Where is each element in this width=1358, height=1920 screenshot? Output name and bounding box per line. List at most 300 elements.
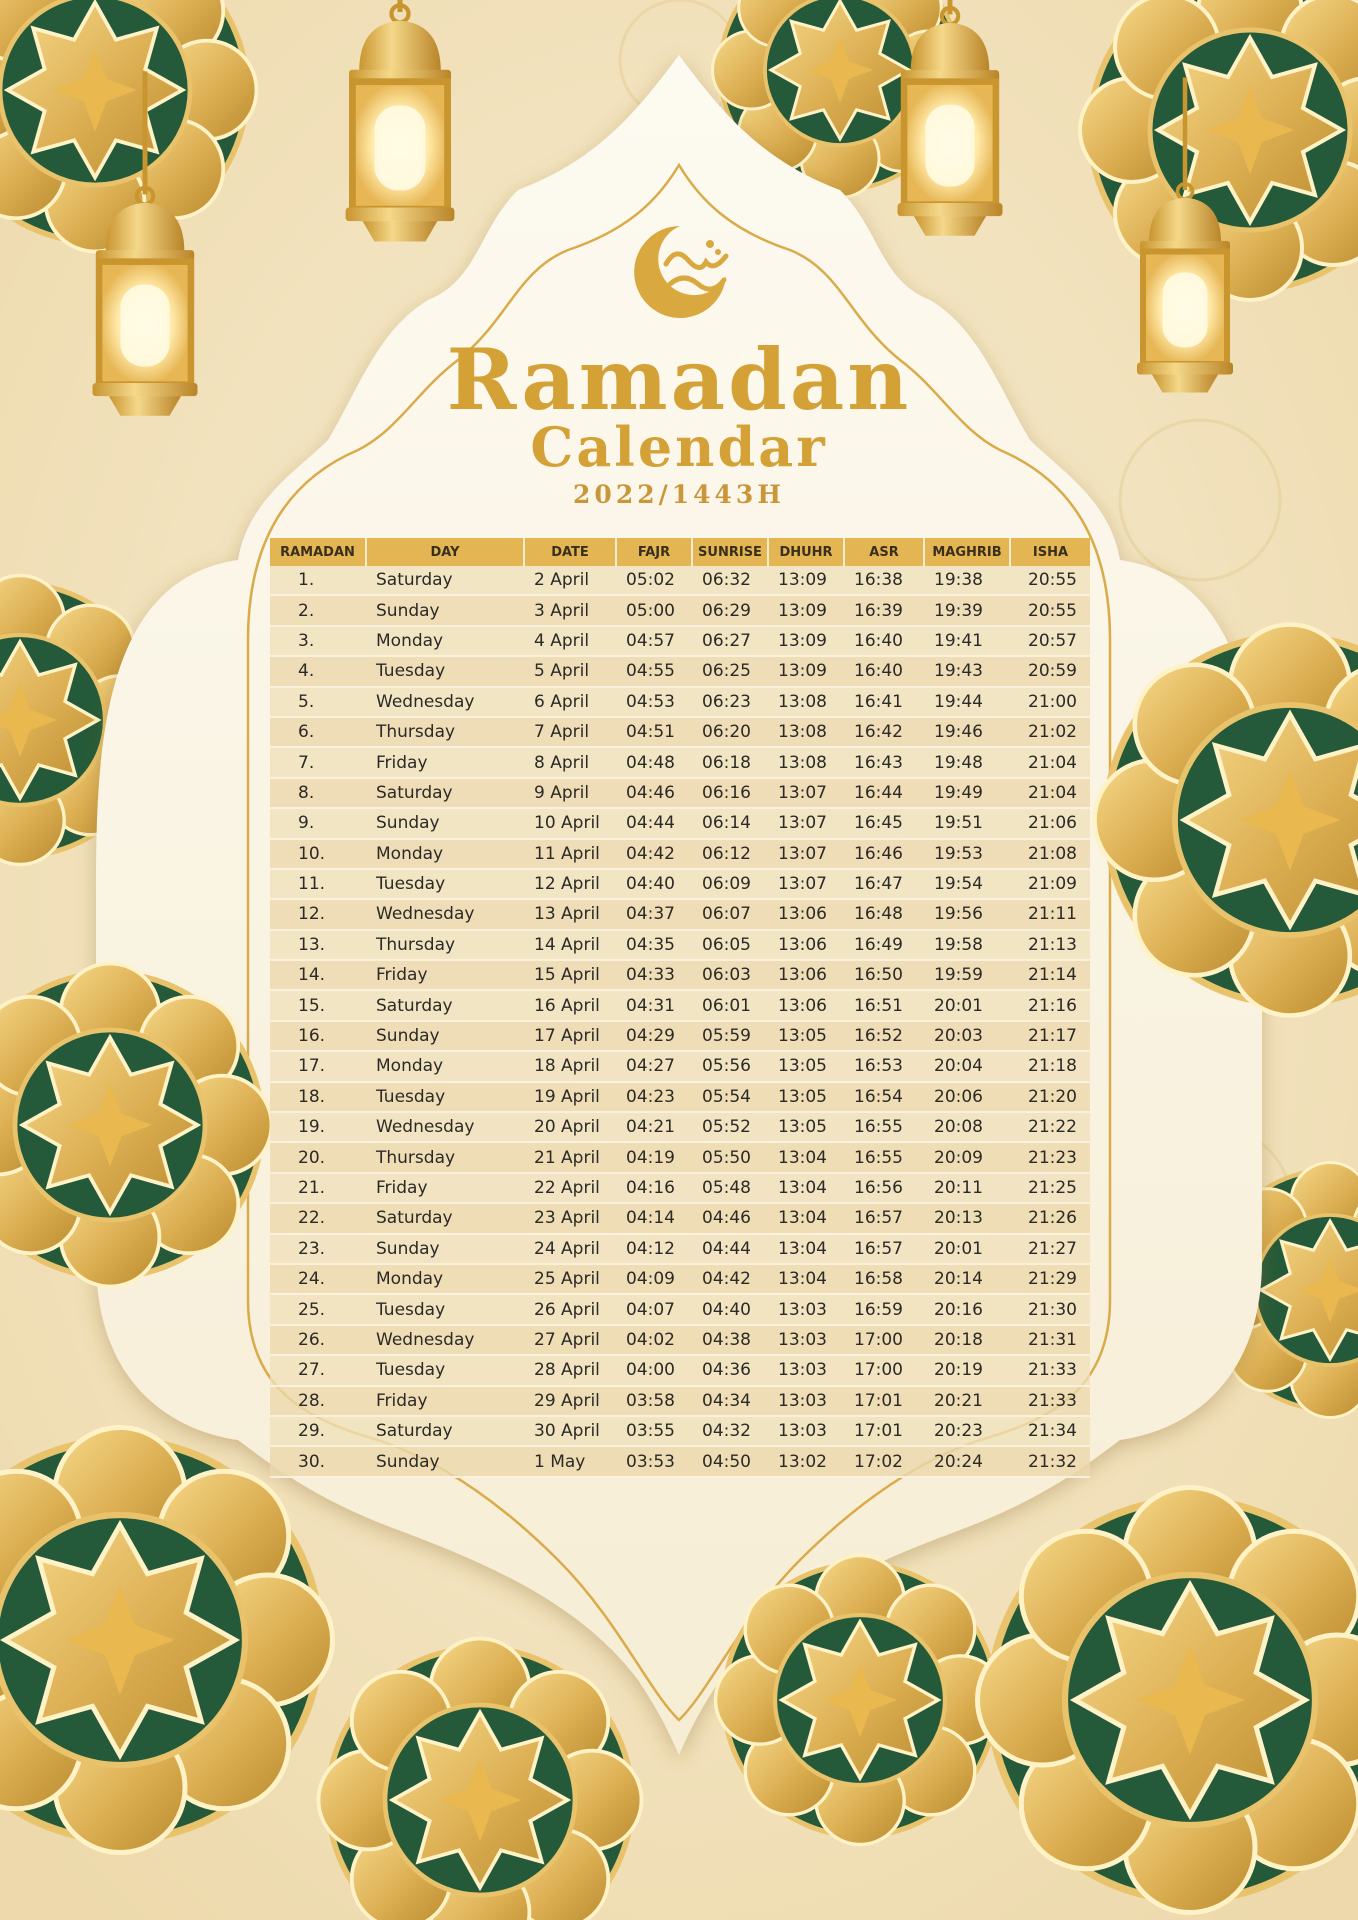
- table-row: [270, 1294, 1090, 1324]
- cell-asr: 16:56: [844, 1173, 924, 1203]
- table-row: [270, 1082, 1090, 1112]
- cell-day: Thursday: [366, 717, 524, 747]
- cell-day: Tuesday: [366, 656, 524, 686]
- cell-ramadan: 15.: [270, 990, 366, 1020]
- cell-sunrise: 04:40: [692, 1294, 768, 1324]
- cell-maghrib: 20:16: [924, 1294, 1010, 1324]
- cell-fajr: 04:21: [616, 1112, 692, 1142]
- table-row: [270, 899, 1090, 929]
- cell-sunrise: 05:54: [692, 1082, 768, 1112]
- cell-fajr: 04:48: [616, 747, 692, 777]
- calendar-year: 2022/1443H: [573, 480, 785, 509]
- table-row: [270, 1325, 1090, 1355]
- cell-maghrib: 20:14: [924, 1264, 1010, 1294]
- cell-ramadan: 4.: [270, 656, 366, 686]
- cell-date: 17 April: [524, 1021, 616, 1051]
- table-row: [270, 717, 1090, 747]
- cell-date: 5 April: [524, 656, 616, 686]
- table-row: [270, 930, 1090, 960]
- cell-maghrib: 19:48: [924, 747, 1010, 777]
- cell-maghrib: 20:18: [924, 1325, 1010, 1355]
- cell-isha: 21:04: [1010, 778, 1090, 808]
- cell-asr: 16:48: [844, 899, 924, 929]
- cell-day: Saturday: [366, 566, 524, 595]
- cell-asr: 16:47: [844, 869, 924, 899]
- cell-dhuhr: 13:05: [768, 1112, 844, 1142]
- cell-fajr: 04:33: [616, 960, 692, 990]
- cell-maghrib: 20:19: [924, 1355, 1010, 1385]
- table-row: [270, 990, 1090, 1020]
- table-row: [270, 566, 1090, 595]
- cell-date: 19 April: [524, 1082, 616, 1112]
- cell-maghrib: 20:08: [924, 1112, 1010, 1142]
- cell-ramadan: 18.: [270, 1082, 366, 1112]
- column-header-date: DATE: [524, 538, 616, 566]
- cell-dhuhr: 13:07: [768, 839, 844, 869]
- page-title: Ramadan: [446, 330, 912, 429]
- cell-ramadan: 29.: [270, 1416, 366, 1446]
- cell-day: Tuesday: [366, 869, 524, 899]
- column-header-day: DAY: [366, 538, 524, 566]
- cell-isha: 21:22: [1010, 1112, 1090, 1142]
- cell-maghrib: 19:56: [924, 899, 1010, 929]
- cell-date: 9 April: [524, 778, 616, 808]
- cell-day: Wednesday: [366, 1325, 524, 1355]
- cell-day: Sunday: [366, 1021, 524, 1051]
- cell-isha: 21:00: [1010, 687, 1090, 717]
- cell-sunrise: 06:14: [692, 808, 768, 838]
- table-row: [270, 1051, 1090, 1081]
- cell-isha: 21:08: [1010, 839, 1090, 869]
- cell-dhuhr: 13:04: [768, 1203, 844, 1233]
- cell-day: Friday: [366, 1386, 524, 1416]
- cell-maghrib: 19:54: [924, 869, 1010, 899]
- table-row: [270, 778, 1090, 808]
- cell-fajr: 04:16: [616, 1173, 692, 1203]
- cell-asr: 16:38: [844, 566, 924, 595]
- cell-asr: 16:52: [844, 1021, 924, 1051]
- cell-date: 30 April: [524, 1416, 616, 1446]
- cell-asr: 16:59: [844, 1294, 924, 1324]
- cell-day: Saturday: [366, 778, 524, 808]
- cell-date: 28 April: [524, 1355, 616, 1385]
- cell-day: Tuesday: [366, 1294, 524, 1324]
- cell-asr: 16:40: [844, 626, 924, 656]
- cell-asr: 17:00: [844, 1325, 924, 1355]
- cell-date: 2 April: [524, 566, 616, 595]
- cell-ramadan: 30.: [270, 1446, 366, 1476]
- cell-asr: 16:50: [844, 960, 924, 990]
- cell-fajr: 04:19: [616, 1142, 692, 1172]
- table-row: [270, 1142, 1090, 1172]
- column-header-isha: ISHA: [1010, 538, 1090, 566]
- table-row: [270, 1446, 1090, 1476]
- cell-isha: 21:29: [1010, 1264, 1090, 1294]
- table-row: [270, 1112, 1090, 1142]
- cell-day: Monday: [366, 626, 524, 656]
- column-header-ramadan: RAMADAN: [270, 538, 366, 566]
- cell-ramadan: 23.: [270, 1234, 366, 1264]
- cell-maghrib: 19:43: [924, 656, 1010, 686]
- cell-day: Sunday: [366, 1446, 524, 1476]
- cell-day: Wednesday: [366, 899, 524, 929]
- cell-date: 6 April: [524, 687, 616, 717]
- cell-day: Wednesday: [366, 1112, 524, 1142]
- cell-isha: 21:33: [1010, 1386, 1090, 1416]
- cell-fajr: 04:46: [616, 778, 692, 808]
- cell-ramadan: 7.: [270, 747, 366, 777]
- cell-sunrise: 04:38: [692, 1325, 768, 1355]
- cell-isha: 21:33: [1010, 1355, 1090, 1385]
- cell-fajr: 04:51: [616, 717, 692, 747]
- cell-day: Sunday: [366, 1234, 524, 1264]
- cell-ramadan: 8.: [270, 778, 366, 808]
- cell-ramadan: 9.: [270, 808, 366, 838]
- cell-dhuhr: 13:08: [768, 717, 844, 747]
- cell-isha: 21:04: [1010, 747, 1090, 777]
- column-header-asr: ASR: [844, 538, 924, 566]
- cell-asr: 16:51: [844, 990, 924, 1020]
- cell-isha: 21:25: [1010, 1173, 1090, 1203]
- cell-isha: 21:13: [1010, 930, 1090, 960]
- cell-date: 21 April: [524, 1142, 616, 1172]
- cell-sunrise: 04:44: [692, 1234, 768, 1264]
- cell-sunrise: 04:34: [692, 1386, 768, 1416]
- cell-fajr: 05:02: [616, 566, 692, 595]
- cell-date: 15 April: [524, 960, 616, 990]
- cell-dhuhr: 13:09: [768, 595, 844, 625]
- cell-maghrib: 20:04: [924, 1051, 1010, 1081]
- cell-day: Tuesday: [366, 1355, 524, 1385]
- cell-sunrise: 06:27: [692, 626, 768, 656]
- column-header-maghrib: MAGHRIB: [924, 538, 1010, 566]
- cell-ramadan: 1.: [270, 566, 366, 595]
- cell-dhuhr: 13:04: [768, 1173, 844, 1203]
- cell-isha: 21:16: [1010, 990, 1090, 1020]
- cell-dhuhr: 13:07: [768, 778, 844, 808]
- cell-dhuhr: 13:06: [768, 960, 844, 990]
- cell-asr: 16:40: [844, 656, 924, 686]
- cell-fajr: 03:58: [616, 1386, 692, 1416]
- cell-fajr: 04:31: [616, 990, 692, 1020]
- cell-ramadan: 11.: [270, 869, 366, 899]
- prayer-times-table: [270, 538, 1090, 1478]
- cell-day: Monday: [366, 839, 524, 869]
- cell-fajr: 04:00: [616, 1355, 692, 1385]
- cell-isha: 21:17: [1010, 1021, 1090, 1051]
- cell-asr: 16:58: [844, 1264, 924, 1294]
- cell-date: 29 April: [524, 1386, 616, 1416]
- cell-date: 8 April: [524, 747, 616, 777]
- cell-isha: 21:18: [1010, 1051, 1090, 1081]
- cell-asr: 17:01: [844, 1416, 924, 1446]
- cell-date: 11 April: [524, 839, 616, 869]
- table-row: [270, 1416, 1090, 1446]
- cell-fajr: 04:40: [616, 869, 692, 899]
- table-row: [270, 687, 1090, 717]
- cell-sunrise: 04:36: [692, 1355, 768, 1385]
- cell-maghrib: 20:11: [924, 1173, 1010, 1203]
- cell-ramadan: 17.: [270, 1051, 366, 1081]
- table-row: [270, 1021, 1090, 1051]
- page-subtitle: Calendar: [530, 415, 828, 479]
- cell-fajr: 04:09: [616, 1264, 692, 1294]
- cell-isha: 21:11: [1010, 899, 1090, 929]
- cell-date: 7 April: [524, 717, 616, 747]
- cell-fajr: 05:00: [616, 595, 692, 625]
- table-row: [270, 1173, 1090, 1203]
- cell-maghrib: 20:06: [924, 1082, 1010, 1112]
- cell-isha: 21:30: [1010, 1294, 1090, 1324]
- cell-day: Saturday: [366, 1203, 524, 1233]
- cell-sunrise: 06:29: [692, 595, 768, 625]
- cell-sunrise: 06:32: [692, 566, 768, 595]
- cell-dhuhr: 13:03: [768, 1355, 844, 1385]
- cell-asr: 17:02: [844, 1446, 924, 1476]
- cell-asr: 16:39: [844, 595, 924, 625]
- cell-fajr: 04:57: [616, 626, 692, 656]
- cell-fajr: 04:02: [616, 1325, 692, 1355]
- cell-ramadan: 19.: [270, 1112, 366, 1142]
- cell-date: 25 April: [524, 1264, 616, 1294]
- cell-date: 16 April: [524, 990, 616, 1020]
- table-row: [270, 595, 1090, 625]
- cell-fajr: 04:42: [616, 839, 692, 869]
- cell-date: 3 April: [524, 595, 616, 625]
- cell-dhuhr: 13:02: [768, 1446, 844, 1476]
- cell-sunrise: 06:18: [692, 747, 768, 777]
- cell-asr: 16:55: [844, 1142, 924, 1172]
- cell-day: Sunday: [366, 595, 524, 625]
- cell-sunrise: 04:32: [692, 1416, 768, 1446]
- cell-dhuhr: 13:06: [768, 990, 844, 1020]
- cell-day: Monday: [366, 1264, 524, 1294]
- cell-ramadan: 6.: [270, 717, 366, 747]
- cell-isha: 21:20: [1010, 1082, 1090, 1112]
- cell-fajr: 04:44: [616, 808, 692, 838]
- column-header-sunrise: SUNRISE: [692, 538, 768, 566]
- cell-date: 26 April: [524, 1294, 616, 1324]
- cell-day: Monday: [366, 1051, 524, 1081]
- table-header-row: [270, 538, 1090, 566]
- cell-sunrise: 06:20: [692, 717, 768, 747]
- cell-dhuhr: 13:05: [768, 1021, 844, 1051]
- cell-isha: 20:55: [1010, 595, 1090, 625]
- cell-asr: 16:55: [844, 1112, 924, 1142]
- cell-isha: 21:32: [1010, 1446, 1090, 1476]
- cell-ramadan: 28.: [270, 1386, 366, 1416]
- cell-day: Friday: [366, 960, 524, 990]
- cell-maghrib: 19:49: [924, 778, 1010, 808]
- cell-dhuhr: 13:03: [768, 1294, 844, 1324]
- cell-maghrib: 19:46: [924, 717, 1010, 747]
- cell-sunrise: 06:05: [692, 930, 768, 960]
- table-row: [270, 747, 1090, 777]
- cell-asr: 16:43: [844, 747, 924, 777]
- table-row: [270, 1386, 1090, 1416]
- cell-isha: 21:09: [1010, 869, 1090, 899]
- cell-ramadan: 10.: [270, 839, 366, 869]
- cell-asr: 16:42: [844, 717, 924, 747]
- cell-maghrib: 19:38: [924, 566, 1010, 595]
- cell-ramadan: 13.: [270, 930, 366, 960]
- cell-sunrise: 04:42: [692, 1264, 768, 1294]
- cell-fajr: 04:35: [616, 930, 692, 960]
- cell-day: Friday: [366, 1173, 524, 1203]
- cell-date: 18 April: [524, 1051, 616, 1081]
- cell-day: Saturday: [366, 990, 524, 1020]
- cell-dhuhr: 13:09: [768, 656, 844, 686]
- cell-maghrib: 19:53: [924, 839, 1010, 869]
- cell-sunrise: 06:16: [692, 778, 768, 808]
- cell-dhuhr: 13:04: [768, 1142, 844, 1172]
- cell-ramadan: 2.: [270, 595, 366, 625]
- cell-ramadan: 27.: [270, 1355, 366, 1385]
- cell-asr: 16:49: [844, 930, 924, 960]
- table-row: [270, 1234, 1090, 1264]
- cell-maghrib: 20:01: [924, 1234, 1010, 1264]
- cell-fajr: 04:07: [616, 1294, 692, 1324]
- cell-date: 14 April: [524, 930, 616, 960]
- cell-day: Wednesday: [366, 687, 524, 717]
- cell-isha: 21:02: [1010, 717, 1090, 747]
- table-row: [270, 839, 1090, 869]
- cell-maghrib: 19:59: [924, 960, 1010, 990]
- table-row: [270, 1203, 1090, 1233]
- cell-maghrib: 19:39: [924, 595, 1010, 625]
- cell-isha: 20:57: [1010, 626, 1090, 656]
- cell-isha: 21:06: [1010, 808, 1090, 838]
- cell-isha: 21:14: [1010, 960, 1090, 990]
- cell-ramadan: 3.: [270, 626, 366, 656]
- cell-isha: 20:55: [1010, 566, 1090, 595]
- cell-sunrise: 06:25: [692, 656, 768, 686]
- cell-maghrib: 19:41: [924, 626, 1010, 656]
- cell-ramadan: 12.: [270, 899, 366, 929]
- cell-day: Thursday: [366, 1142, 524, 1172]
- cell-dhuhr: 13:04: [768, 1234, 844, 1264]
- cell-dhuhr: 13:07: [768, 808, 844, 838]
- cell-sunrise: 06:07: [692, 899, 768, 929]
- cell-sunrise: 05:48: [692, 1173, 768, 1203]
- cell-date: 27 April: [524, 1325, 616, 1355]
- cell-maghrib: 19:44: [924, 687, 1010, 717]
- cell-asr: 17:00: [844, 1355, 924, 1385]
- cell-sunrise: 06:12: [692, 839, 768, 869]
- cell-isha: 20:59: [1010, 656, 1090, 686]
- cell-sunrise: 06:23: [692, 687, 768, 717]
- table-row: [270, 626, 1090, 656]
- cell-dhuhr: 13:05: [768, 1082, 844, 1112]
- cell-ramadan: 24.: [270, 1264, 366, 1294]
- cell-maghrib: 20:23: [924, 1416, 1010, 1446]
- cell-asr: 17:01: [844, 1386, 924, 1416]
- cell-dhuhr: 13:03: [768, 1325, 844, 1355]
- cell-sunrise: 06:01: [692, 990, 768, 1020]
- cell-day: Sunday: [366, 808, 524, 838]
- table-row: [270, 656, 1090, 686]
- cell-maghrib: 20:24: [924, 1446, 1010, 1476]
- cell-maghrib: 20:01: [924, 990, 1010, 1020]
- table-row: [270, 960, 1090, 990]
- cell-fajr: 04:14: [616, 1203, 692, 1233]
- cell-isha: 21:23: [1010, 1142, 1090, 1172]
- cell-date: 20 April: [524, 1112, 616, 1142]
- cell-fajr: 04:53: [616, 687, 692, 717]
- cell-fajr: 04:27: [616, 1051, 692, 1081]
- cell-maghrib: 20:21: [924, 1386, 1010, 1416]
- cell-day: Thursday: [366, 930, 524, 960]
- cell-dhuhr: 13:08: [768, 687, 844, 717]
- cell-dhuhr: 13:08: [768, 747, 844, 777]
- cell-ramadan: 26.: [270, 1325, 366, 1355]
- ramadan-calligraphy-crescent-icon: [618, 210, 742, 334]
- cell-sunrise: 05:59: [692, 1021, 768, 1051]
- cell-ramadan: 16.: [270, 1021, 366, 1051]
- cell-isha: 21:27: [1010, 1234, 1090, 1264]
- cell-sunrise: 04:50: [692, 1446, 768, 1476]
- cell-ramadan: 25.: [270, 1294, 366, 1324]
- cell-date: 12 April: [524, 869, 616, 899]
- cell-isha: 21:31: [1010, 1325, 1090, 1355]
- column-header-fajr: FAJR: [616, 538, 692, 566]
- cell-fajr: 04:29: [616, 1021, 692, 1051]
- cell-dhuhr: 13:06: [768, 899, 844, 929]
- cell-ramadan: 22.: [270, 1203, 366, 1233]
- column-header-dhuhr: DHUHR: [768, 538, 844, 566]
- cell-day: Tuesday: [366, 1082, 524, 1112]
- cell-sunrise: 05:50: [692, 1142, 768, 1172]
- cell-fajr: 03:53: [616, 1446, 692, 1476]
- cell-dhuhr: 13:04: [768, 1264, 844, 1294]
- cell-asr: 16:45: [844, 808, 924, 838]
- cell-sunrise: 05:56: [692, 1051, 768, 1081]
- cell-dhuhr: 13:07: [768, 869, 844, 899]
- cell-sunrise: 06:09: [692, 869, 768, 899]
- cell-fajr: 04:12: [616, 1234, 692, 1264]
- cell-dhuhr: 13:03: [768, 1386, 844, 1416]
- cell-sunrise: 05:52: [692, 1112, 768, 1142]
- cell-day: Friday: [366, 747, 524, 777]
- cell-asr: 16:53: [844, 1051, 924, 1081]
- cell-isha: 21:34: [1010, 1416, 1090, 1446]
- cell-dhuhr: 13:09: [768, 566, 844, 595]
- cell-asr: 16:46: [844, 839, 924, 869]
- cell-maghrib: 20:13: [924, 1203, 1010, 1233]
- table-row: [270, 1355, 1090, 1385]
- table-row: [270, 869, 1090, 899]
- cell-maghrib: 20:09: [924, 1142, 1010, 1172]
- cell-fajr: 04:23: [616, 1082, 692, 1112]
- cell-asr: 16:54: [844, 1082, 924, 1112]
- cell-maghrib: 19:58: [924, 930, 1010, 960]
- cell-date: 24 April: [524, 1234, 616, 1264]
- cell-maghrib: 20:03: [924, 1021, 1010, 1051]
- cell-date: 13 April: [524, 899, 616, 929]
- cell-date: 1 May: [524, 1446, 616, 1476]
- cell-fajr: 03:55: [616, 1416, 692, 1446]
- cell-dhuhr: 13:03: [768, 1416, 844, 1446]
- cell-maghrib: 19:51: [924, 808, 1010, 838]
- cell-day: Saturday: [366, 1416, 524, 1446]
- cell-date: 10 April: [524, 808, 616, 838]
- cell-dhuhr: 13:09: [768, 626, 844, 656]
- table-row: [270, 808, 1090, 838]
- cell-asr: 16:57: [844, 1234, 924, 1264]
- cell-asr: 16:44: [844, 778, 924, 808]
- cell-ramadan: 14.: [270, 960, 366, 990]
- cell-dhuhr: 13:05: [768, 1051, 844, 1081]
